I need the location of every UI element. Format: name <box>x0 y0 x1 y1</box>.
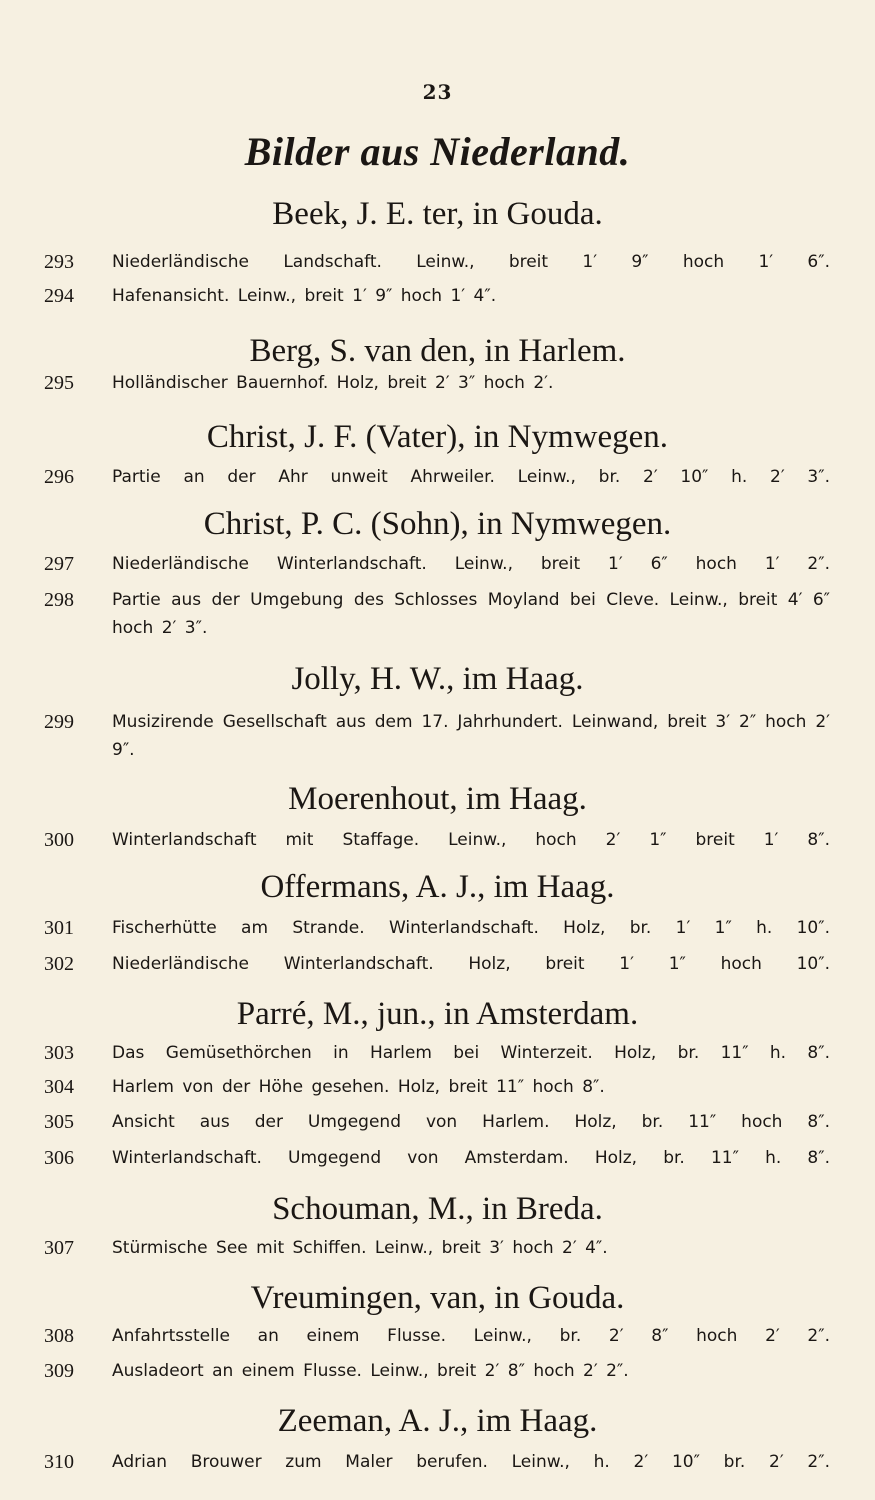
artist-heading: Christ, P. C. (Sohn), in Nymwegen. <box>203 506 672 542</box>
entry-text: Partie an der Ahr unweit Ahrweiler. Leinw., br. 2′ 10″ h. 2′ 3″. <box>112 467 830 487</box>
entry-number: 310 <box>44 1451 74 1473</box>
section-title: Bilder aus Niederland. <box>244 129 631 174</box>
entry-number: 309 <box>44 1360 74 1382</box>
entry-text: Niederländische Winterlandschaft. Holz, breit 1′ 1″ hoch 10″. <box>112 954 830 974</box>
artist-heading: Jolly, H. W., im Haag. <box>291 661 584 697</box>
entry-text: Winterlandschaft. Umgegend von Amsterdam. Holz, br. 11″ h. 8″. <box>112 1148 830 1168</box>
entry-text: Adrian Brouwer zum Maler berufen. Leinw., h. 2′ 10″ br. 2′ 2″. <box>112 1452 830 1472</box>
artist-heading: Zeeman, A. J., im Haag. <box>277 1403 598 1439</box>
entry-number: 294 <box>44 285 74 307</box>
entry-text: Ansicht aus der Umgegend von Harlem. Holz, br. 11″ hoch 8″. <box>112 1112 830 1132</box>
artist-heading: Christ, J. F. (Vater), in Nymwegen. <box>206 419 669 455</box>
entry-number: 296 <box>44 466 74 488</box>
entry-number: 295 <box>44 372 74 394</box>
entry-number: 293 <box>44 251 74 273</box>
entry-number: 306 <box>44 1147 74 1169</box>
entry-number: 303 <box>44 1042 74 1064</box>
entry-text: Musizirende Gesellschaft aus dem 17. Jahrhundert. Leinwand, breit 3′ 2″ hoch 2′ 9″. <box>112 712 830 760</box>
entry-number: 304 <box>44 1076 74 1098</box>
entry-text: Niederländische Winterlandschaft. Leinw., breit 1′ 6″ hoch 1′ 2″. <box>112 554 830 574</box>
entry-number: 298 <box>44 589 74 611</box>
entry-text: Holländischer Bauernhof. Holz, breit 2′ 3″ hoch 2′. <box>112 373 554 393</box>
artist-heading: Vreumingen, van, in Gouda. <box>250 1280 625 1316</box>
entry-text: Harlem von der Höhe gesehen. Holz, breit 11″ hoch 8″. <box>112 1077 605 1097</box>
entry-number: 308 <box>44 1325 74 1347</box>
entry-text: Winterlandschaft mit Staffage. Leinw., hoch 2′ 1″ breit 1′ 8″. <box>112 830 830 850</box>
artist-heading: Berg, S. van den, in Harlem. <box>249 333 626 369</box>
entry-number: 300 <box>44 829 74 851</box>
artist-heading: Offermans, A. J., im Haag. <box>260 869 615 905</box>
entry-text: Hafenansicht. Leinw., breit 1′ 9″ hoch 1′ 4″. <box>112 286 497 306</box>
entry-text: Niederländische Landschaft. Leinw., breit 1′ 9″ hoch 1′ 6″. <box>112 252 830 272</box>
entry-number: 302 <box>44 953 74 975</box>
entry-text: Stürmische See mit Schiffen. Leinw., breit 3′ hoch 2′ 4″. <box>112 1238 608 1258</box>
entry-number: 305 <box>44 1111 74 1133</box>
page-number: 23 <box>422 80 453 104</box>
entry-text: Fischerhütte am Strande. Winterlandschaft. Holz, br. 1′ 1″ h. 10″. <box>112 918 830 938</box>
artist-heading: Moerenhout, im Haag. <box>288 781 587 817</box>
entry-text: Anfahrtsstelle an einem Flusse. Leinw., br. 2′ 8″ hoch 2′ 2″. <box>112 1326 830 1346</box>
artist-heading: Beek, J. E. ter, in Gouda. <box>272 196 603 232</box>
entry-text: Ausladeort an einem Flusse. Leinw., breit 2′ 8″ hoch 2′ 2″. <box>112 1361 629 1381</box>
artist-heading: Schouman, M., in Breda. <box>272 1191 603 1227</box>
entry-number: 297 <box>44 553 74 575</box>
entry-text: Das Gemüsethörchen in Harlem bei Winterzeit. Holz, br. 11″ h. 8″. <box>112 1043 830 1063</box>
entry-number: 307 <box>44 1237 74 1259</box>
entry-text: Partie aus der Umgebung des Schlosses Moyland bei Cleve. Leinw., breit 4′ 6″ hoch 2′ 3″. <box>112 590 830 638</box>
entry-number: 299 <box>44 711 74 733</box>
artist-heading: Parré, M., jun., in Amsterdam. <box>236 996 639 1032</box>
entry-number: 301 <box>44 917 74 939</box>
